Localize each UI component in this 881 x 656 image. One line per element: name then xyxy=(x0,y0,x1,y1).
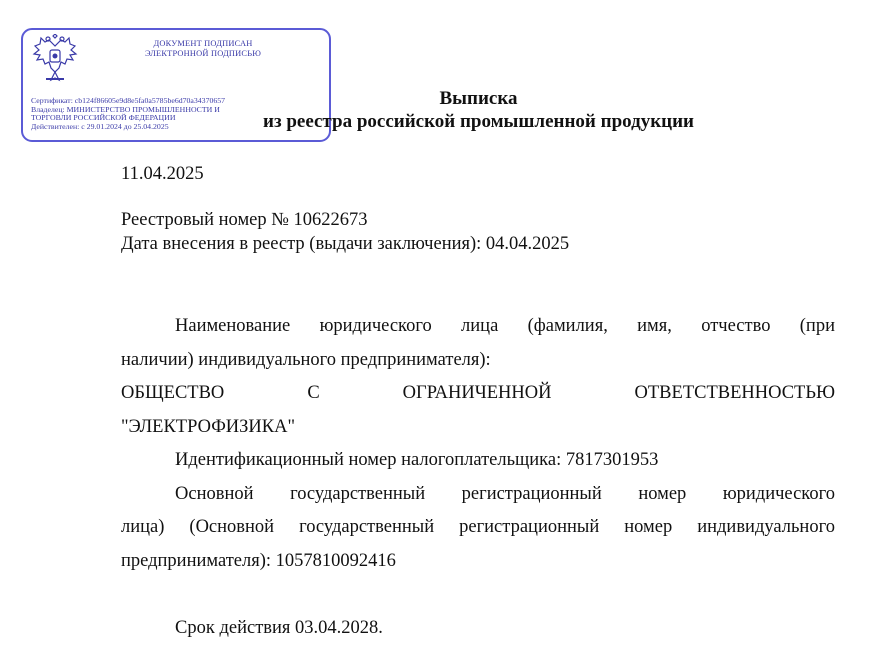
validity-period: Срок действия 03.04.2028. xyxy=(175,618,383,638)
word: государственный xyxy=(290,484,426,504)
company-name xyxy=(121,376,835,410)
stamp-heading xyxy=(103,39,303,59)
russian-coat-of-arms-icon xyxy=(31,34,79,88)
word: лица xyxy=(461,316,499,336)
document-title: Выписка xyxy=(439,88,518,109)
word: С xyxy=(307,383,320,403)
word: индивидуального xyxy=(697,517,835,537)
word: (фамилия, xyxy=(527,316,608,336)
word: ОГРАНИЧЕННОЙ xyxy=(402,383,552,403)
document-date: 11.04.2025 xyxy=(121,164,204,184)
stamp-certificate: Сертификат: cb124f86605e9d8e5fa0a5785be6d70a34370657 xyxy=(31,96,226,105)
stamp-validity: Действителен: с 29.01.2024 до 25.04.2025 xyxy=(31,121,169,131)
word: регистрационный xyxy=(461,484,602,504)
ogrn-value: предпринимателя): 1057810092416 xyxy=(121,551,396,571)
company-name-label xyxy=(121,309,835,343)
ogrn-paragraph xyxy=(121,477,835,511)
company-name-label-cont: наличии) индивидуального предпринимателя): xyxy=(121,350,491,370)
word: номер xyxy=(638,484,687,504)
word: Наименование xyxy=(175,316,291,336)
word: номер xyxy=(624,517,673,537)
word: имя, xyxy=(637,316,672,336)
word: ОБЩЕСТВО xyxy=(121,383,225,403)
word: регистрационный xyxy=(459,517,600,537)
stamp-heading-line: ДОКУМЕНТ ПОДПИСАН xyxy=(153,39,253,48)
word: юридического xyxy=(722,484,835,504)
document-subtitle: из реестра российской промышленной продукции xyxy=(263,111,694,132)
registry-date: Дата внесения в реестр (выдачи заключения): 04.04.2025 xyxy=(121,234,570,254)
word: (Основной xyxy=(189,517,275,537)
word: лица) xyxy=(121,517,165,537)
stamp-owner: Владелец: МИНИСТЕРСТВО ПРОМЫШЛЕННОСТИ И xyxy=(31,104,220,114)
word: (при xyxy=(799,316,835,336)
word: юридического xyxy=(319,316,432,336)
word: Основной xyxy=(175,484,254,504)
taxpayer-id: Идентификационный номер налогоплательщика: 7817301953 xyxy=(175,450,659,470)
word: государственный xyxy=(299,517,435,537)
word: отчество xyxy=(701,316,771,336)
word: ОТВЕТСТВЕННОСТЬЮ xyxy=(634,383,835,403)
stamp-owner: ТОРГОВЛИ РОССИЙСКОЙ ФЕДЕРАЦИИ xyxy=(31,113,176,123)
registry-number: Реестровый номер № 10622673 xyxy=(121,210,368,230)
company-name-cont: "ЭЛЕКТРОФИЗИКА" xyxy=(121,417,296,437)
stamp-heading-line: ЭЛЕКТРОННОЙ ПОДПИСЬЮ xyxy=(144,49,262,58)
ogrn-paragraph-line2 xyxy=(121,510,835,544)
